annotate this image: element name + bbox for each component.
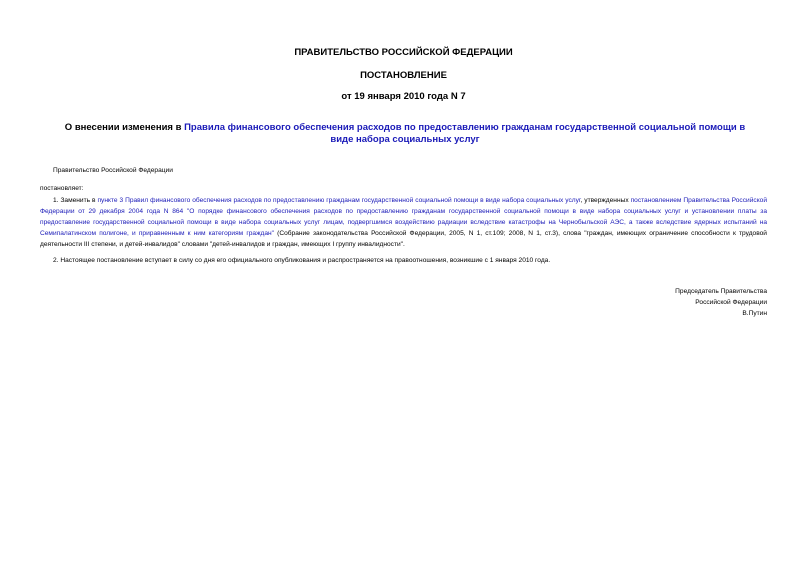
signature-country: Российской Федерации — [695, 299, 767, 306]
paragraph-1 — [40, 195, 767, 250]
decree-text: постановляет: — [40, 185, 84, 192]
issuer-text: Правительство Российской Федерации — [53, 167, 173, 174]
signature-name: В.Путин — [742, 310, 767, 317]
subject-prefix: О внесении изменения в — [64, 122, 185, 133]
document-date-number: от 19 января 2010 года N 7 — [341, 91, 466, 102]
signature-block — [467, 286, 767, 319]
paragraph-2: 2. Настоящее постановление вступает в силу со дня его официального опубликования и распространяется на правоотношения, возникшие с 1 января 2010 года. — [53, 257, 551, 264]
paragraph-1-resolution-link[interactable]: постановлением Правительства Российской Федерации от 29 декабря 2004 года N 864 "О порядке финансового обеспечения расходов по предоставлению гражданам государственной социальной помощи в виде набора социальных услуг и установлении платы за предоставление государственной социальной помощи в виде набора социальных услуг лицам, подвергшимся воздействию радиации вследствие катастрофы на Чернобыльской АЭС, а также вследствие ядерных испытаний на Семипалатинском полигоне, и приравненным к ним категориям граждан" — [40, 197, 767, 237]
paragraph-1-intro: 1. Заменить в — [53, 197, 98, 204]
document-type-heading: ПОСТАНОВЛЕНИЕ — [360, 70, 447, 81]
paragraph-1-rules-link[interactable]: пункте 3 Правил финансового обеспечения расходов по предоставлению гражданам государственной социальной помощи в виде набора социальных услуг — [97, 197, 581, 204]
government-heading: ПРАВИТЕЛЬСТВО РОССИЙСКОЙ ФЕДЕРАЦИИ — [294, 47, 513, 58]
paragraph-1-tail: (Собрание законодательства Российской Федерации, 2005, N 1, ст.109; 2008, N 1, ст.3), слова "граждан, имеющих ограничение способности к трудовой деятельности III степени, и детей-инвалидов" словами "детей-инвалидов и граждан, имеющих I группу инвалидности". — [40, 230, 767, 248]
paragraph-1-approved: , утвержденных — [580, 197, 631, 204]
document-subject — [60, 122, 750, 146]
subject-rules-link[interactable]: Правила финансового обеспечения расходов по предоставлению гражданам государственной социальной помощи в виде набора социальных услуг — [184, 122, 746, 145]
signature-position: Председатель Правительства — [675, 288, 767, 295]
